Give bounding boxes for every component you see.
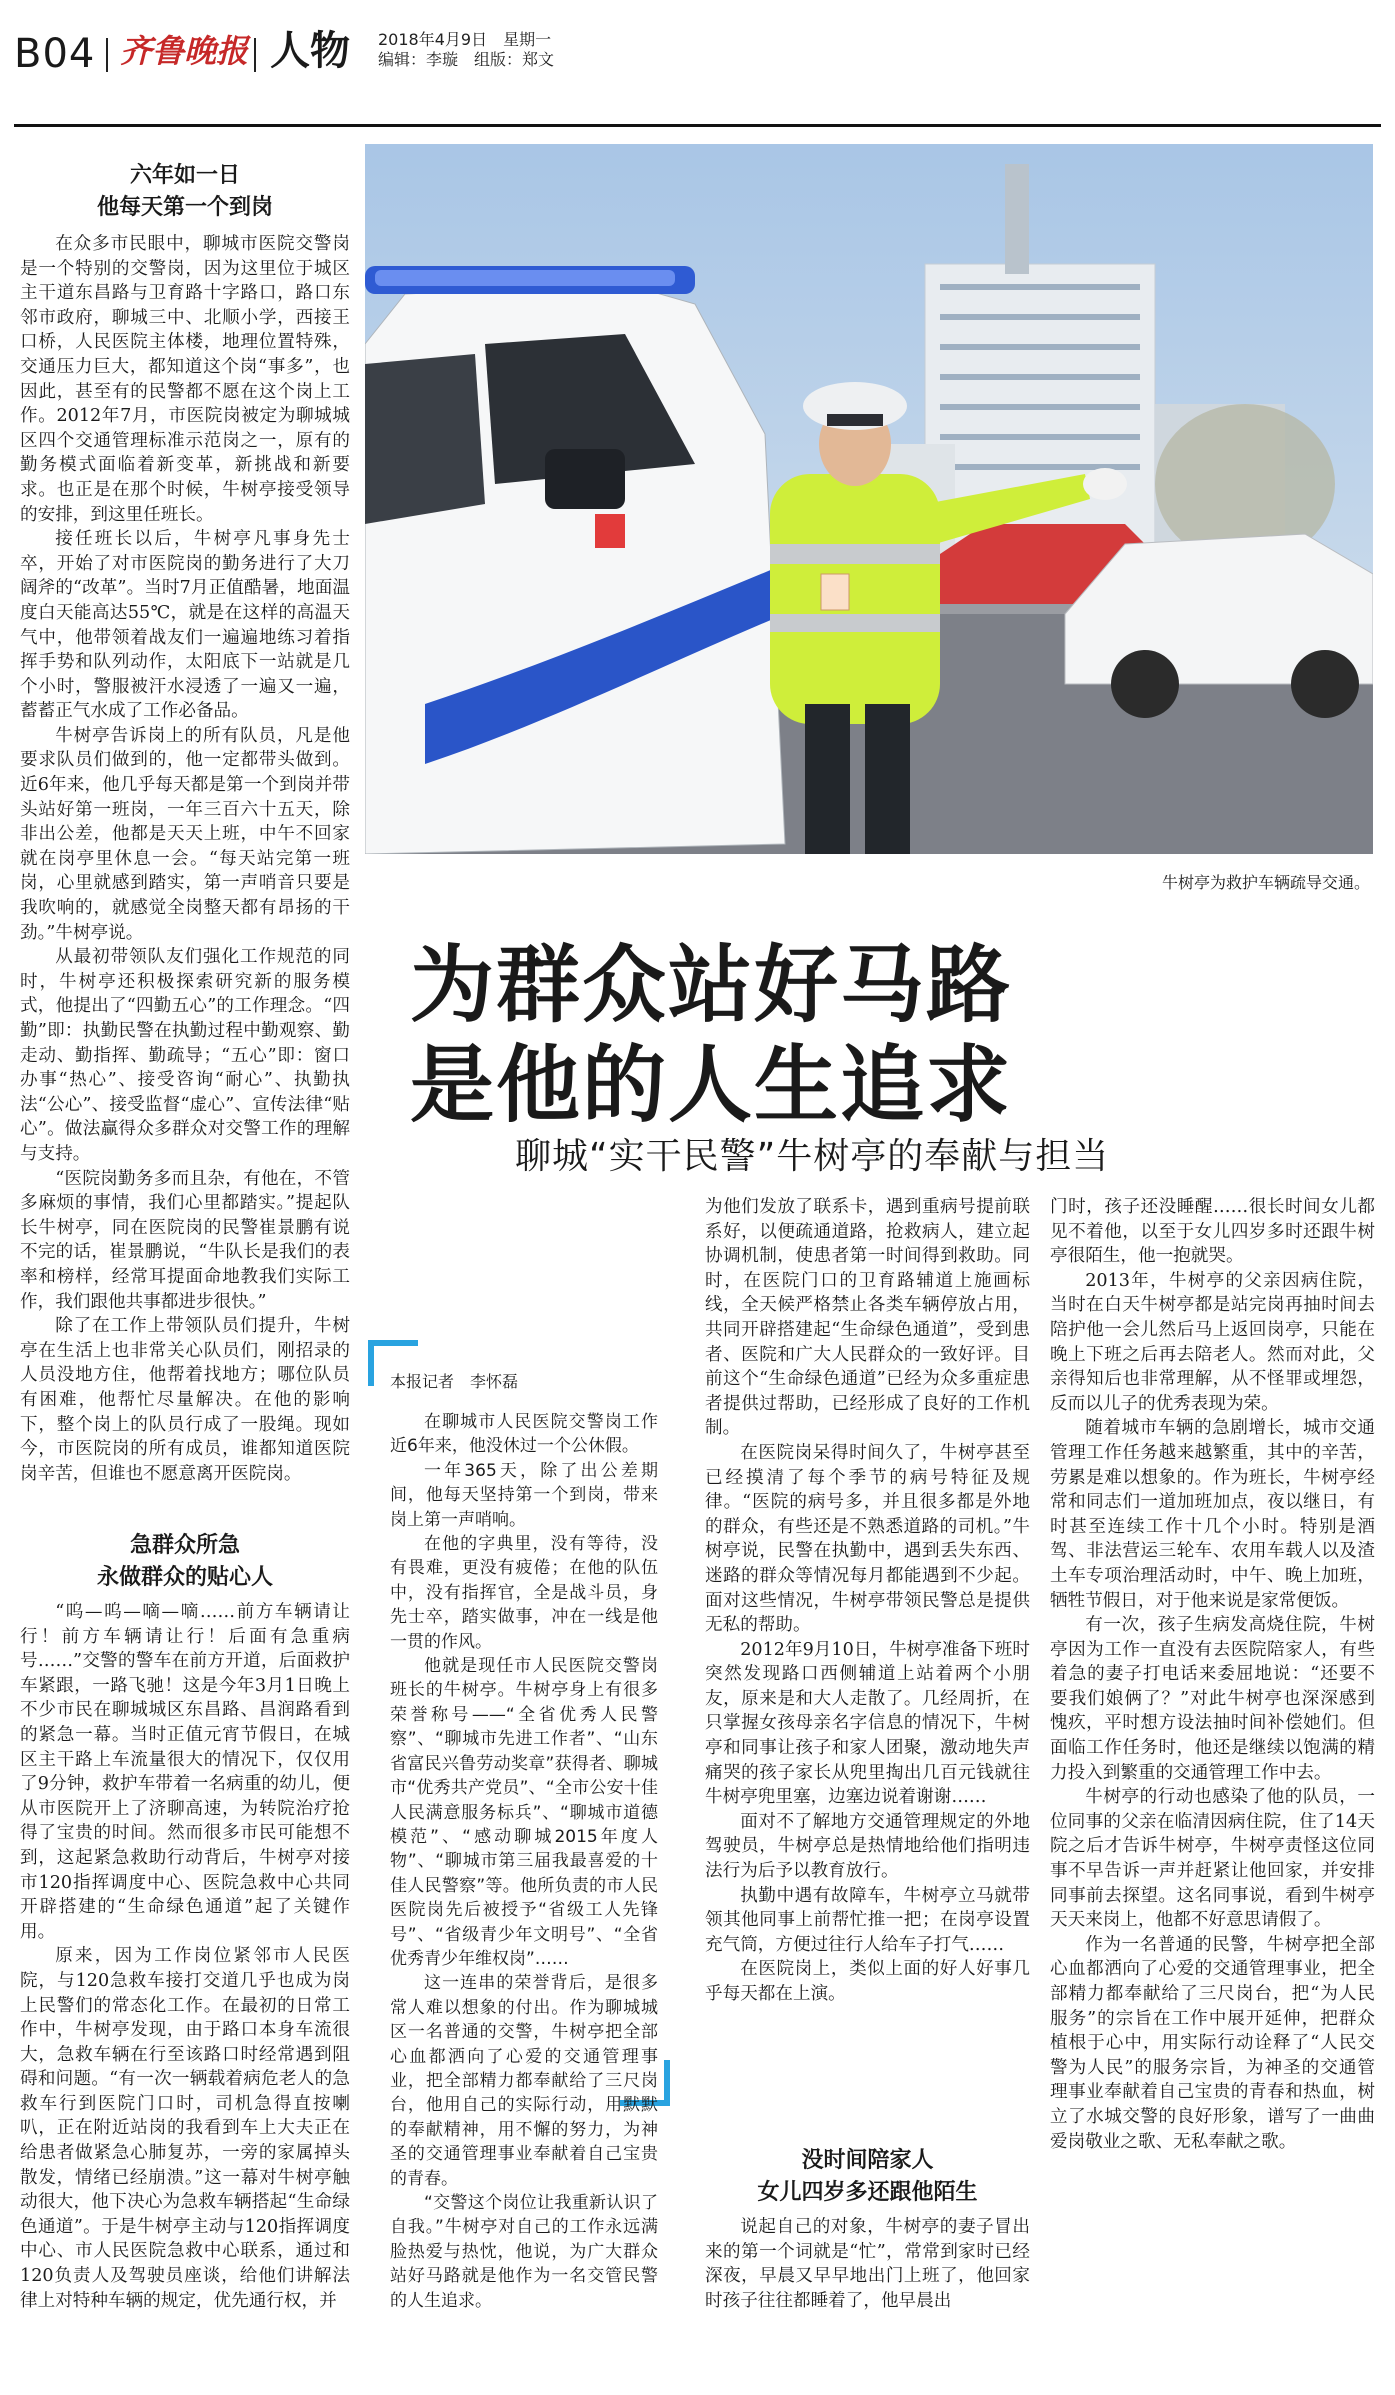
- editor-line: 编辑：李璇 组版：郑文: [378, 50, 555, 69]
- paragraph: 2013年，牛树亭的父亲因病住院，当时在白天牛树亭都是站完岗再抽时间去陪护他一会儿然后马上返回岗亭，只能在晚上下班之后再去陪老人。然而对此，父亲得知后也非常理解，从不怪罪或埋怨，反而以儿子的优秀表现为荣。: [1050, 1270, 1375, 1414]
- paragraph: 这一连串的荣誉背后，是很多常人难以想象的付出。作为聊城城区一名普通的交警，牛树亭把全部心血都洒向了心爱的交通管理事业，把全部精力都奉献给了三尺岗台，他用自己的实际行动，用默默的奉献精神，用不懈的努力，为神圣的交通管理事业奉献着自己宝贵的青春。: [390, 1973, 658, 2189]
- left-subhead-1: [20, 160, 350, 224]
- paragraph: 随着城市车辆的急剧增长，城市交通管理工作任务越来越繁重，其中的辛苦，劳累是难以想象的。作为班长，牛树亭经常和同志们一道加班加点，夜以继日，有时甚至连续工作十几个小时。特别是酒驾、非法营运三轮车、农用车载人以及渣土车专项治理活动时，中午、晚上加班，牺牲节假日，对于他来说是家常便饭。: [1050, 1418, 1375, 1611]
- subhead-line: 女儿四岁多还跟他陌生: [757, 2180, 978, 2205]
- paragraph: 牛树亭告诉岗上的所有队员，凡是他要求队员们做到的，他一定都带头做到。近6年来，他几乎每天都是第一个到岗并带头站好第一班岗，一年三百六十五天，除非出公差，他都是天天上班，中午不回家就在岗亭里休息一会。“每天站完第一班岗，心里就感到踏实，第一声哨音只要是我吹响的，就感觉全岗整天都有昂扬的干劲。”牛树亭说。: [20, 725, 350, 943]
- paragraph: 从最初带领队友们强化工作规范的同时，牛树亭还积极探索研究新的服务模式，他提出了“四勤五心”的工作理念。“四勤”即：执勤民警在执勤过程中勤观察、勤走动、勤指挥、勤疏导；“五心”即：窗口办事“热心”、接受咨询“耐心”、执勤执法“公心”、接受监督“虚心”、宣传法律“贴心”。做法赢得众多群众对交警工作的理解与支持。: [20, 947, 350, 1164]
- paragraph: 2012年9月10日，牛树亭准备下班时突然发现路口西侧辅道上站着两个小朋友，原来是和大人走散了。几经周折，在只掌握女孩母亲名字信息的情况下，牛树亭和同事让孩子和家人团聚，激动地失声痛哭的孩子家长从兜里掏出几百元钱就往牛树亭兜里塞，边塞边说着谢谢……: [705, 1639, 1030, 1808]
- header-divider: [106, 38, 108, 72]
- headline: [410, 935, 1350, 1135]
- intro-bracket-bottom: [664, 2060, 670, 2106]
- third-column-text-1: [705, 1195, 1030, 2007]
- newspaper-masthead: 齐鲁晚报: [120, 32, 249, 70]
- paragraph: 执勤中遇有故障车，牛树亭立马就带领其他同事上前帮忙推一把；在岗亭设置充气筒，方便过往行人给车子打气……: [705, 1885, 1030, 1955]
- photo-caption: 牛树亭为救护车辆疏导交通。: [1161, 873, 1370, 892]
- subhead-line: 六年如一日: [129, 163, 240, 188]
- paragraph: 在他的字典里，没有等待，没有畏难，更没有疲倦；在他的队伍中，没有指挥官，全是战斗员，身先士卒，踏实做事，冲在一线是他一贯的作风。: [390, 1534, 658, 1652]
- third-subhead: [705, 2145, 1030, 2209]
- third-column-text-2: [705, 2215, 1030, 2313]
- headline-line-1: 为群众站好马路: [410, 936, 1013, 1034]
- paragraph: 在医院岗呆得时间久了，牛树亭甚至已经摸清了每个季节的病号特征及规律。“医院的病号多，并且很多都是外地的群众，有些还是不熟悉道路的司机。”牛树亭说，民警在执勤中，遇到丢失东西、迷路的群众等情况每月都能遇到不少起。面对这些情况，牛树亭带领民警总是提供无私的帮助。: [705, 1442, 1030, 1636]
- section-title: 人物: [270, 27, 350, 74]
- date-line: 2018年4月9日 星期一: [378, 30, 552, 49]
- paragraph: 在众多市民眼中，聊城市医院交警岗是一个特别的交警岗，因为这里位于城区主干道东昌路与卫育路十字路口，路口东邻市政府，聊城三中、北顺小学，西接王口桥，人民医院主体楼，地理位置特殊，交通压力巨大，都知道这个岗“事多”，也因此，甚至有的民警都不愿在这个岗上工作。2012年7月，市医院岗被定为聊城城区四个交通管理标准示范岗之一，原有的勤务模式面临着新变革，新挑战和新要求。也正是在那个时候，牛树亭接受领导的安排，到这里任班长。: [20, 234, 350, 525]
- subhead-line: 永做群众的贴心人: [96, 1565, 273, 1590]
- paragraph: “医院岗勤务多而且杂，有他在，不管多麻烦的事情，我们心里都踏实。”提起队长牛树亭，同在医院岗的民警崔景鹏有说不完的话，崔景鹏说，“牛队长是我们的表率和榜样，经常耳提面命地教我们实际工作，我们跟他共事都进步很快。”: [20, 1168, 350, 1312]
- headline-line-2: 是他的人生追求: [410, 1036, 1013, 1134]
- paragraph: 在聊城市人民医院交警岗工作近6年来，他没休过一个公休假。: [390, 1412, 658, 1457]
- paragraph: 牛树亭的行动也感染了他的队员，一位同事的父亲在临清因病住院，住了14天院之后才告诉牛树亭，牛树亭责怪这位同事不早告诉一声并赶紧让他回家，并安排同事前去探望。这名同事说，看到牛树亭天天来岗上，他都不好意思请假了。: [1050, 1787, 1375, 1931]
- intro-bracket-top: [368, 1340, 418, 1346]
- subhead-line: 他每天第一个到岗: [96, 195, 273, 220]
- left-column-text-1: [20, 232, 350, 1486]
- subhead-line: 急群众所急: [129, 1533, 240, 1558]
- page-number: B04: [14, 31, 96, 77]
- paragraph: 为他们发放了联系卡，遇到重病号提前联系好，以便疏通道路，抢救病人，建立起协调机制，使患者第一时间得到救助。同时，在医院门口的卫育路辅道上施画标线，全天候严格禁止各类车辆停放占用，共同开辟搭建起“生命绿色通道”，受到患者、医院和广大人民群众的一致好评。目前这个“生命绿色通道”已经为众多重症患者提供过帮助，已经形成了良好的工作机制。: [705, 1197, 1030, 1439]
- intro-text: [390, 1410, 658, 2313]
- paragraph: “交警这个岗位让我重新认识了自我。”牛树亭对自己的工作永远满脸热爱与热忱，他说，为广大群众站好马路就是他作为一名交管民警的人生追求。: [390, 2193, 658, 2311]
- left-subhead-2: [20, 1530, 350, 1594]
- paragraph: 作为一名普通的民警，牛树亭把全部心血都洒向了心爱的交通管理事业，把全部精力都奉献给了三尺岗台，把“为人民服务”的宗旨在工作中展开延伸，把群众植根于心中，用实际行动诠释了“人民交警为人民”的服务宗旨，为神圣的交通管理事业奉献着自己宝贵的青春和热血，树立了水城交警的良好形象，谱写了一曲曲爱岗敬业之歌、无私奉献之歌。: [1050, 1934, 1375, 2152]
- paragraph: 说起自己的对象，牛树亭的妻子冒出来的第一个词就是“忙”，常常到家时已经深夜，早晨又早早地出门上班了，他回家时孩子往往都睡着了，他早晨出: [705, 2217, 1030, 2311]
- left-column-text-2: [20, 1600, 350, 2313]
- paragraph: 他就是现任市人民医院交警岗班长的牛树亭。牛树亭身上有很多荣誉称号——“全省优秀人民警察”、“聊城市先进工作者”、“山东省富民兴鲁劳动奖章”获得者、聊城市“优秀共产党员”、“全市公安十佳人民满意服务标兵”、“聊城市道德模范”、“感动聊城2015年度人物”、“聊城市第三届我最喜爱的十佳人民警察”等。他所负责的市人民医院岗先后被授予“省级工人先锋号”、“省级青少年文明号”、“全省优秀青少年维权岗”……: [390, 1656, 658, 1969]
- headline-subtitle: 聊城“实干民警”牛树亭的奉献与担当: [515, 1136, 1110, 1177]
- right-column-text: [1050, 1195, 1375, 2154]
- news-photo: [365, 144, 1373, 854]
- paragraph: 一年365天，除了出公差期间，他每天坚持第一个到岗，带来岗上第一声哨响。: [390, 1460, 658, 1530]
- paragraph: 有一次，孩子生病发高烧住院，牛树亭因为工作一直没有去医院陪家人，有些着急的妻子打电话来委屈地说：“还要不要我们娘俩了？”对此牛树亭也深深感到愧疚，平时想方设法抽时间补偿她们。但面临工作任务时，他还是继续以饱满的精力投入到繁重的交通管理工作中去。: [1050, 1615, 1375, 1783]
- paragraph: “呜—呜—嘀—嘀……前方车辆请让行！前方车辆请让行！后面有急重病号……”交警的警车在前方开道，后面救护车紧跟，一路飞驰！这是今年3月1日晚上不少市民在聊城城区东昌路、昌润路看到的紧急一幕。当时正值元宵节假日，在城区主干路上车流量很大的情况下，仅仅用了9分钟，救护车带着一名病重的幼儿，便从市医院开上了济聊高速，为转院治疗抢得了宝贵的时间。然而很多市民可能想不到，这起紧急救助行动背后，牛树亭对接市120指挥调度中心、医院急救中心共同开辟搭建的“生命绿色通道”起了关键作用。: [20, 1602, 350, 1942]
- byline: 本报记者 李怀磊: [390, 1372, 519, 1391]
- subhead-line: 没时间陪家人: [801, 2148, 934, 2173]
- intro-bracket-top: [368, 1340, 374, 1386]
- paragraph: 除了在工作上带领队员们提升，牛树亭在生活上也非常关心队员们，刚招录的人员没地方住，他帮着找地方；哪位队员有困难，他帮忙尽量解决。在他的影响下，整个岗上的队员行成了一股绳。现如今，市医院岗的所有成员，谁都知道医院岗辛苦，但谁也不愿意离开医院岗。: [20, 1316, 350, 1484]
- paragraph: 接任班长以后，牛树亭凡事身先士卒，开始了对市医院岗的勤务进行了大刀阔斧的“改革”。当时7月正值酷暑，地面温度白天能高达55℃，就是在这样的高温天气中，他带领着战友们一遍遍地练习着指挥手势和队列动作，太阳底下一站就是几个小时，警服被汗水浸透了一遍又一遍，蓄蓄正气水成了工作必备品。: [20, 529, 350, 722]
- paragraph: 门时，孩子还没睡醒……很长时间女儿都见不着他，以至于女儿四岁多时还跟牛树亭很陌生，他一抱就哭。: [1050, 1197, 1375, 1267]
- paragraph: 原来，因为工作岗位紧邻市人民医院，与120急救车接打交道几乎也成为岗上民警们的常态化工作。在最初的日常工作中，牛树亭发现，由于路口本身车流很大，急救车辆在行至该路口时经常遇到阻碍和问题。“有一次一辆载着病危老人的急救车行到医院门口时，司机急得直按喇叭，正在附近站岗的我看到车上大夫正在给患者做紧急心肺复苏，一旁的家属掉头散发，情绪已经崩溃。”这一幕对牛树亭触动很大，他下决心为急救车辆搭起“生命绿色通道”。于是牛树亭主动与120指挥调度中心、市人民医院急救中心联系，通过和120负责人及驾驶员座谈，给他们讲解法律上对特种车辆的规定，优先通行权，并: [20, 1946, 350, 2311]
- traffic-police-photo: [365, 144, 1373, 854]
- paragraph: 在医院岗上，类似上面的好人好事几乎每天都在上演。: [705, 1959, 1030, 2004]
- header-divider: [254, 38, 256, 72]
- paragraph: 面对不了解地方交通管理规定的外地驾驶员，牛树亭总是热情地给他们指明违法行为后予以教育放行。: [705, 1811, 1030, 1882]
- header-rule: [14, 124, 1381, 127]
